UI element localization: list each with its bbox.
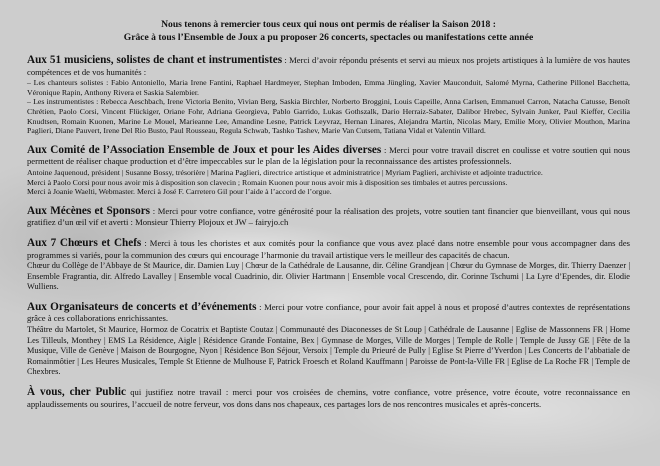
section-title: Aux Comité de l’Association Ensemble de Joux et pour les Aides diverses <box>27 143 382 156</box>
section-title: À vous, cher Public <box>27 386 126 399</box>
header-line-1: Nous tenons à remercier tous ceux qui nous ont permis de réaliser la Saison 2018 : <box>161 19 496 30</box>
section-title: Aux Organisateurs de concerts et d’événements <box>27 300 257 313</box>
section-line-instrumentalists: – Les instrumentistes : Rebecca Aeschbach, Irene Victoria Benito, Vivian Berg, Saskia Birchler, Norberto Broggini, Louis Capeille, Anna Carlsen, Emmanuel Carron, Natacha Catusse, Benoît Chrétien, Paolo Corsi, Vincent Flückiger, Oriane Fohr, Adriana Georgieva, Pablo Garrido, Lukas Gothszalk, Dario Herraiz-Sabater, Dalibor Hrebec, Sylvain Junker, Paul Kieffer, Cecilia Knudtsen, Romain Kuonen, Marine Le Mouel, Marieanne Lee, Amandine Lesne, Patrick Leyvraz, Hernan Linares, Alejandra Martin, Nicolas Mary, Emilie Mory, Olivier Mouthon, Marina Paglieri, Diane Pauvert, Irene Del Rio Busto, Paul Rousseau, Regula Schwab, Tashko Tashev, Marie Van Cutsem, Tatiana Vidal et Valentin Villard. <box>27 97 630 136</box>
section-line-singers: – Les chanteurs solistes : Fabio Antoniello, Maria Irene Fantini, Raphael Hardmeyer, Stephan Imboden, Emma Jüngling, Xavier Mauconduit, Salomé Myrna, Catherine Pillonel Bacchetta, Véronique Rapin, Anthony Rivera et Saskia Salembier. <box>27 78 630 97</box>
section-intro: : Merci d’avoir répondu présents et servi au mieux nos projets artistiques à la lumière de vos hautes compétences et de vos humanités : <box>27 55 630 77</box>
section-line: Théâtre du Martolet, St Maurice, Hormoz de Cocatrix et Baptiste Coutaz | Communauté des Diaconesses de St Loup | Cathédrale de Lausanne | Eglise de Massonnens FR | Home Les Tilleuls, Monthey | EMS La Résidence, Aigle | Résidence Grande Fontaine, Bex | Gymnase de Morges, Ville de Morges | Temple de Rolle | Temple de Jussy GE | Fête de la Musique, Ville de Genève | Maison de Bourgogne, Nyon | Résidence Bon Séjour, Versoix | Temple du Prieuré de Pully | Eglise St Pierre d’Yverdon | Les Concerts de l’abbatiale de Romainmôtier | Les Heures Musicales, Temple St Etienne de Mulhouse F, Patrick Froesch et Roland Kauffmann | Paroisse de Pont-la-Ville FR | Eglise de La Roche FR | Temple de Chexbres. <box>27 325 630 377</box>
section-committee <box>27 145 630 197</box>
section-title: Aux 7 Chœurs et Chefs <box>27 236 142 249</box>
section-intro: : Merci pour votre confiance, votre générosité pour la réalisation des projets, votre soutien tant financier que bienveillant, vous qui nous gratifiez d’un œil vif et averti : Monsieur Thierry Plojoux et JW – fairyjo.ch <box>27 205 630 228</box>
section-line: Antoine Jaquenoud, président | Susanne Bossy, trésorière | Marina Paglieri, directrice artistique et administratrice | Myriam Paglieri, archiviste et adjointe traductrice. <box>27 167 543 177</box>
section-choirs <box>27 238 630 293</box>
section-sponsors <box>27 206 630 229</box>
section-line: Chœur du Collège de l’Abbaye de St Maurice, dir. Damien Luy | Chœur de la Cathédrale de Lausanne, dir. Céline Grandjean | Chœur du Gymnase de Morges, dir. Thierry Daenzer | Ensemble Fragrantia, dir. Alfredo Lavalley | Ensemble vocal Cuadrinio, dir. Olivier Hartmann | Ensemble vocal Crescendo, dir. Corinne Tschumi | La Lyre d’Ependes, dir. Elodie Wulliens. <box>27 261 630 292</box>
section-title: Aux Mécènes et Sponsors <box>27 204 151 217</box>
section-organizers <box>27 302 630 378</box>
section-intro: : Merci pour votre travail discret en coulisse et votre soutien qui nous permettent de réaliser chaque production et d’être impeccables sur le plan de la législation pour la reconnaissance des artistes professionnels. <box>27 144 630 167</box>
section-intro: qui justifiez notre travail : merci pour vos croisées de chemins, votre confiance, votre présence, votre écoute, votre reconnaissance en applaudissements ou sourires, l’accueil de notre ferveur, vos dons dans nos chapeaux, ces partages lors de nos rencontres musicales et après-concerts. <box>27 387 630 409</box>
section-public <box>27 387 630 410</box>
section-intro: : Merci pour votre confiance, pour avoir fait appel à nous et proposé d’autres contextes de représentations grâce à ces collaborations enrichissantes. <box>27 301 630 324</box>
section-line: Merci à Paolo Corsi pour nous avoir mis à disposition son clavecin ; Romain Kuonen pour nous avoir mis à disposition ses timbales et autres percussions. <box>27 177 508 187</box>
section-intro: : Merci à tous les choristes et aux comités pour la confiance que vous avez placé dans notre ensemble pour vous accompagner dans des programmes si variés, pour la communion des cœurs qui encourage l’harmonie du travail artistique vers le meilleur des capacités de chacun. <box>27 237 630 260</box>
header-line-2: Grâce à tous l’Ensemble de Joux a pu proposer 26 concerts, spectacles ou manifestations cette année <box>123 32 534 43</box>
section-title: Aux 51 musiciens, solistes de chant et instrumentistes <box>27 54 283 66</box>
section-line: Merci à Joanie Waelti, Webmaster. Merci à José F. Carretero Gil pour l’aide à l’accord de l’orgue. <box>27 187 332 197</box>
document-header <box>27 0 630 44</box>
section-musicians <box>27 55 630 136</box>
